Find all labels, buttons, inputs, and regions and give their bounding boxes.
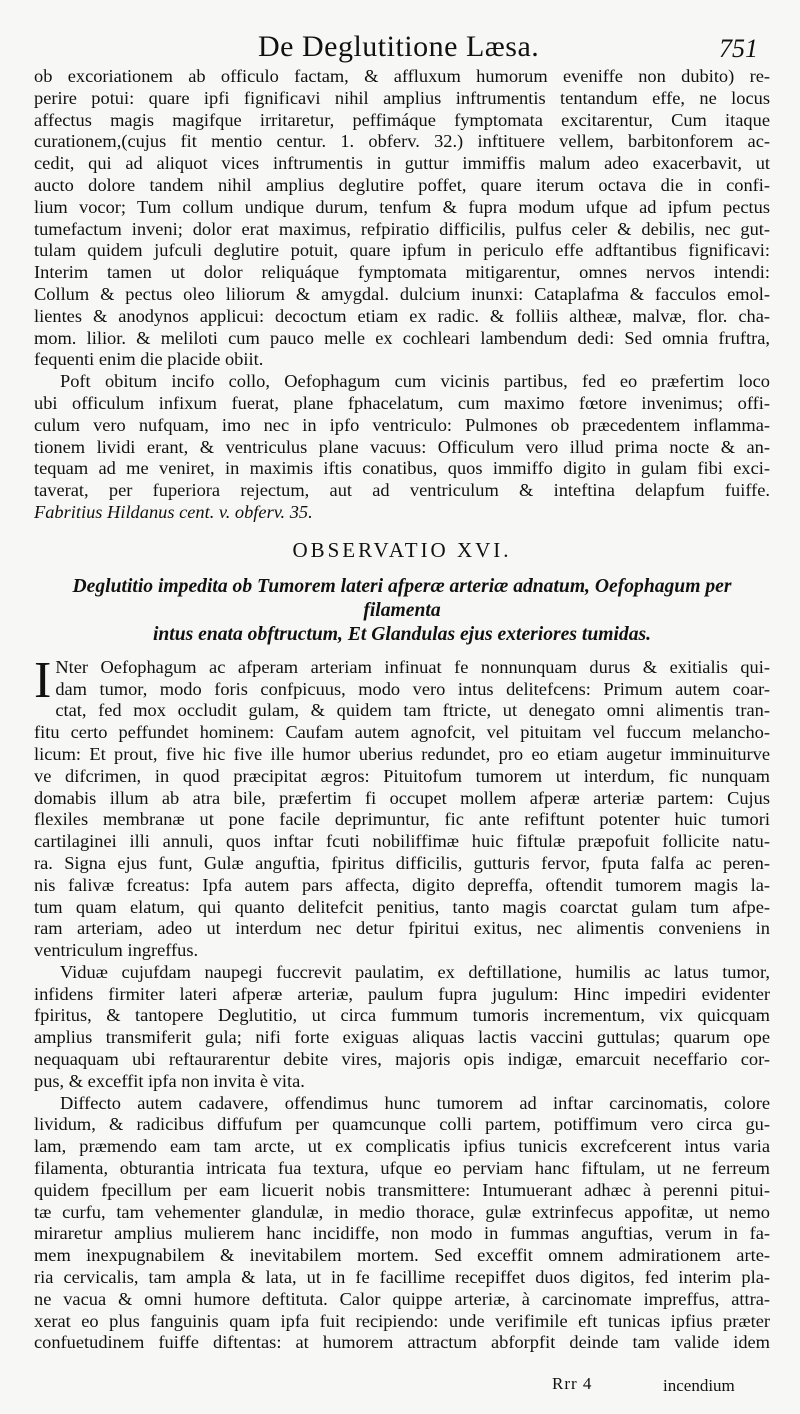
- text-line: ram arteriam, adeo ut interdum nec detur fpiritui exitus, nec alimentis conveniens in: [34, 918, 770, 939]
- text-line: mem inexpugnabilem & inevitabilem mortem. Sed exceffit omnem admirationem arte-: [34, 1245, 770, 1266]
- paragraph-4: [34, 962, 770, 1093]
- paragraph-1: [34, 66, 770, 371]
- text-line: tulam quidem jufculi deglutire potuit, quare ipfum in periculo effe adftantibus fignificavi:: [34, 240, 770, 261]
- text-line: taverat, per fuperiora rejectum, aut ad ventriculum & inteftina delapfum fuiffe.: [34, 480, 770, 501]
- text-line: fequenti enim die placide obiit.: [34, 349, 264, 370]
- text-line: ve difcrimen, in quod præcipitat ægros: Pituitofum tumorem ut interdum, fic nunquam: [34, 765, 770, 786]
- text-line: nis falivæ fcreatus: Ipfa autem pars affecta, digito depreffa, oftendit tumorem magis la-: [34, 874, 770, 895]
- running-title: De Deglutitione Læsa.: [258, 30, 540, 63]
- running-head: [0, 30, 800, 70]
- text-line: ne vacua & omni humore deftituta. Calor quippe arteriæ, à carcinomate impreffus, attra-: [34, 1288, 770, 1309]
- text-line: tum quam elatum, qui quanto delitefcit penitius, tanto magis coarctat gulam tum afpe-: [34, 896, 770, 917]
- text-line: ra. Signa ejus funt, Gulæ anguftia, fpiritus difficilis, gutturis fervor, fputa falfa ac peren-: [34, 852, 770, 873]
- drop-cap: I: [34, 651, 52, 709]
- text-line: tionem lividi erant, & ventriculus plane vacuus: Officulum vero illud prima nocte & an-: [34, 436, 770, 457]
- text-line: tequam ad me veniret, in maximis iftis conatibus, quos immiffo digito in gulam fibi exci-: [34, 458, 770, 479]
- text-line: nequaquam ubi reftaurarentur debite vires, majoris opis indigæ, emarcuit neceffario cor-: [34, 1049, 770, 1070]
- text-line: lium vocor; Tum collum undique durum, tenfum & fupra modum ufque ad ipfum pectus: [34, 196, 770, 217]
- page-number: 751: [719, 34, 758, 63]
- text-line: confuetudinem fuiffe diftentas: at humorem attractum abforpfit deinde tam valide idem: [34, 1332, 770, 1353]
- text-line: fitu certo peffundet hominem: Caufam autem agnofcit, vel pituitam vel fuccum melancho-: [34, 722, 770, 743]
- text-line: ob excoriationem ab officulo factam, & affluxum humorum eveniffe non dubito) re-: [34, 66, 770, 86]
- text-line: cartilaginei illi annuli, quos inftar fcuti nobiliffimæ huic fiftulæ præpofuit follicite natu-: [34, 831, 770, 852]
- text-line: affectus magis magifque irritaretur, peffimáque fymptomata excitarentur, Cum itaque: [34, 109, 770, 130]
- body-text: [34, 66, 770, 1354]
- text-line: domabis illum ab atra bile, præfertim fi occupet mollem afperæ arteriæ partem: Cujus: [34, 787, 770, 808]
- paragraph-2: [34, 371, 770, 524]
- text-line: miraretur amplius mulierem hanc incidiffe, non modo in fummas anguftias, verum in fa-: [34, 1223, 770, 1244]
- text-line: fpiritus, & tantopere Deglutitio, ut circa fummum tumoris incrementum, vix quicquam: [34, 1005, 770, 1026]
- text-line: lam, præmendo eam tam arcte, ut ex complicatis ipfius tunicis excrefcerent intus varia: [34, 1136, 770, 1157]
- text-line: Interim tamen ut dolor reliquáque fymptomata mitigarentur, omnes nervos intendi:: [34, 262, 770, 283]
- text-line: lientes & anodynos applicui: decoctum etiam ex radic. & folliis altheæ, malvæ, flor. cha-: [34, 305, 770, 326]
- citation: Fabritius Hildanus cent. v. obferv. 35.: [34, 501, 313, 522]
- observatio-heading: OBSERVATIO XVI.: [292, 537, 512, 562]
- text-line: pus, & exceffit ipfa non invita è vita.: [34, 1070, 305, 1091]
- text-line: quidem fpecillum per eam licuerit nobis transmittere: Intumuerant adhæc à perenni pitui-: [34, 1179, 770, 1200]
- subheading-line: Deglutitio impedita ob Tumorem lateri afperæ arteriæ adnatum, Oefophagum per filamenta: [72, 575, 732, 621]
- text-line: amplius transmiferit gula; nifi forte exiguas aliquas lactis vaccini guttulas; quarum ope: [34, 1027, 770, 1048]
- text-line: filamenta, obturantia intricata fua textura, ufque eo perviam hanc fiftulam, ut ne ferreum: [34, 1158, 770, 1179]
- text-line: Viduæ cujufdam naupegi fuccrevit paulatim, ex deftillatione, humilis ac latus tumor,: [60, 961, 770, 982]
- text-line: licum: Et prout, five hic five ille humor uberius redundet, pro eo etiam augetur imminuiturve: [34, 743, 770, 764]
- text-line: infidens firmiter lateri afperæ arteriæ, paulum fupra jugulum: Hinc impediri evidenter: [34, 983, 770, 1004]
- subheading-line: intus enata obftructum, Et Glandulas ejus exteriores tumidas.: [152, 623, 652, 645]
- text-line: aucto dolore tandem nihil amplius deglutire poffet, quare iterum octava die in confi-: [34, 174, 770, 195]
- text-line: dam tumor, modo foris confpicuus, modo vero intus delitefcens: Primum autem coar-: [55, 678, 770, 699]
- text-line: culum vero nufquam, imo nec in ipfo ventriculo: Pulmones ob præcedentem inflamma-: [34, 414, 770, 435]
- signature-mark: Rrr 4: [552, 1374, 593, 1393]
- text-line: ubi officulum infixum fuerat, plane fphacelatum, cum maximo fœtore invenimus; offi-: [34, 392, 770, 413]
- text-line: mom. lilior. & meliloti cum pauco melle ex cochleari lambendum dedi: Sed omnia fruftra,: [34, 327, 770, 348]
- paragraph-3: [34, 651, 770, 962]
- text-line: flexiles membranæ ut pone facile deprimuntur, fic ante refiftunt potenter huic tumori: [34, 809, 770, 830]
- text-line: Collum & pectus oleo liliorum & amygdal. dulcium inunxi: Cataplafma & facculos emol-: [34, 283, 770, 304]
- paragraph-5: [34, 1093, 770, 1355]
- text-line: Nter Oefophagum ac afperam arteriam infinuat fe nonnunquam durus & exitialis qui-: [55, 656, 770, 677]
- text-line: cedit, qui ad aliquot vices inftrumentis in guttur immiffis malum adeo exacerbavit, ut: [34, 153, 770, 174]
- text-line: tumefactum inveni; dolor erat maximus, refpiratio difficilis, pulfus celer & debilis, nec gut-: [34, 218, 770, 239]
- text-line: lividum, & radicibus diffufum per quamcunque colli partem, potiffimum vero circa gu-: [34, 1114, 770, 1135]
- text-line: Poft obitum incifo collo, Oefophagum cum vicinis partibus, fed eo præfertim loco: [60, 371, 770, 392]
- text-line: perire potui: quare ipfi fignificavi nihil amplius inftrumentis tentandum effe, ne locus: [34, 87, 770, 108]
- catchword: incendium: [663, 1376, 735, 1395]
- text-line: ventriculum ingreffus.: [34, 940, 199, 961]
- text-line: Diffecto autem cadavere, offendimus hunc tumorem ad inftar carcinomatis, colore: [60, 1092, 770, 1113]
- text-line: curationem,(cujus fit mentio centur. 1. obferv. 32.) inftituere vellem, barbitonforem ac-: [34, 131, 770, 152]
- subheading: [34, 575, 770, 647]
- text-line: xerat eo plus fanguinis quam ipfa fuit recipiendo: unde verifimile eft tunicas ipfius præter: [34, 1310, 770, 1331]
- text-line: ctat, fed mox occludit gulam, & quidem tam ftricte, ut denegato omni alimentis tran-: [55, 700, 770, 721]
- text-line: tæ curfu, tam vehementer glandulæ, in medio thorace, gulæ extrinfecus appofitæ, ut nemo: [34, 1201, 770, 1222]
- text-line: ria cervicalis, tam ampla & lata, ut in fe facillime recepiffet duos digitos, fed interim pla-: [34, 1267, 770, 1288]
